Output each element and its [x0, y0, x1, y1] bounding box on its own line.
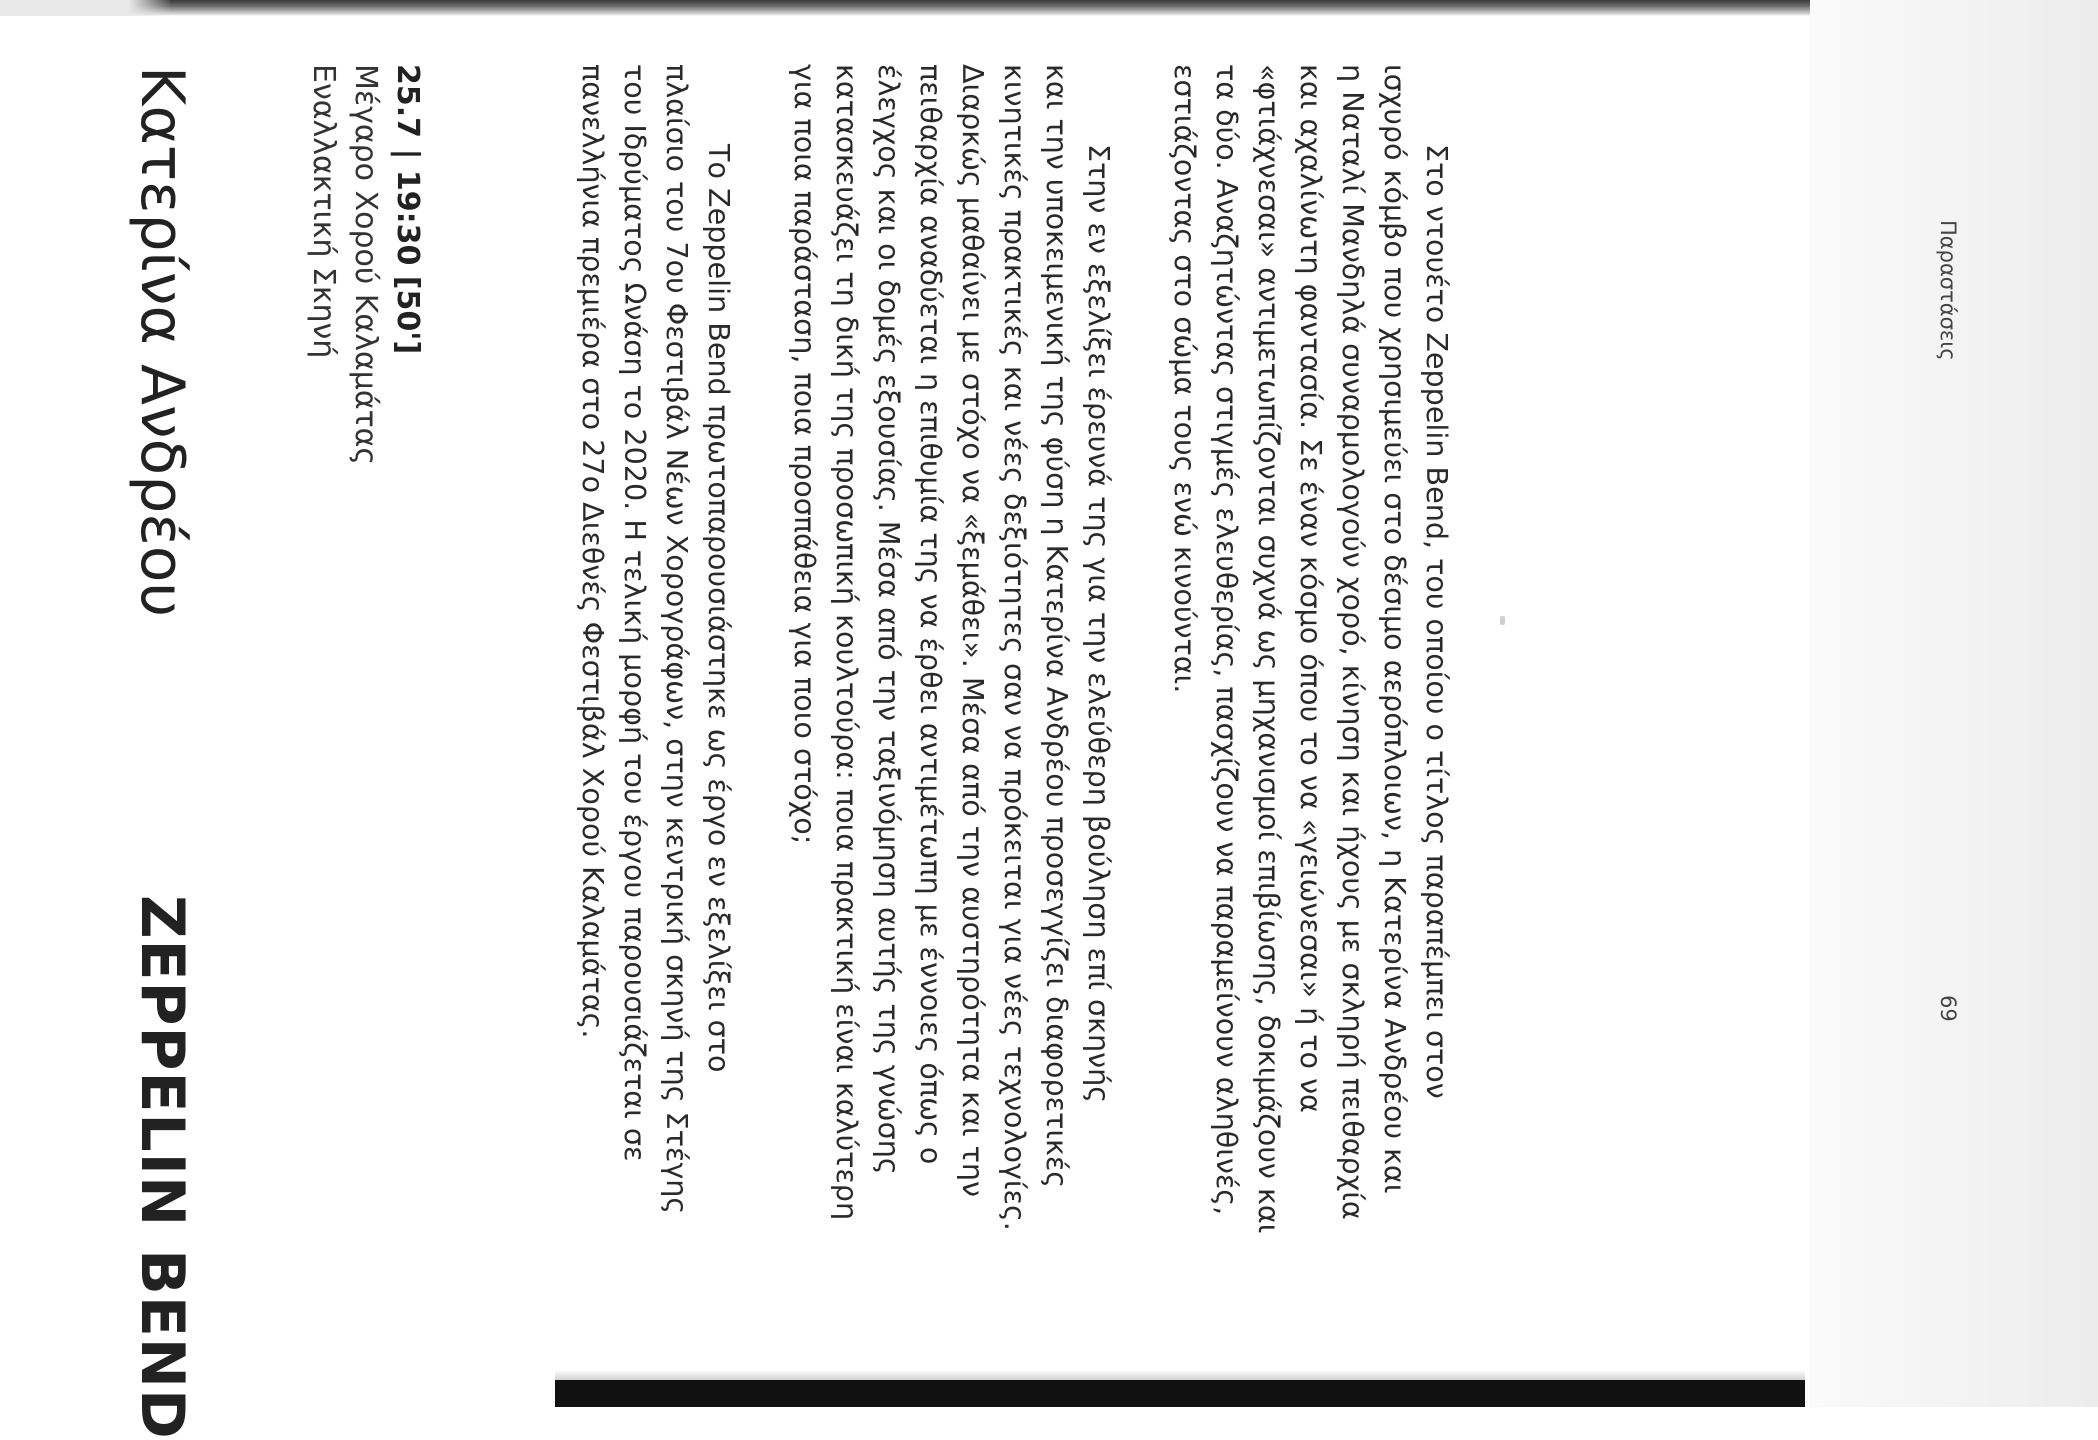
event-info: [302, 64, 428, 465]
text-line: πλαίσιο του 7ου Φεστιβάλ Νέων Χορογράφων, στην κεντρική σκηνή της Στέγης: [660, 64, 694, 1215]
text-line: και την υποκειμενική της φύση η Κατερίνα Ανδρέου προσεγγίζει διαφορετικές: [1040, 64, 1074, 1189]
text-line: Διαρκώς μαθαίνει με στόχο να «ξεμάθει». Μέσα από την αυστηρότητα και την: [956, 64, 990, 1197]
section-label: Παραστάσεις: [1936, 220, 1960, 361]
text-line: [698, 64, 740, 1384]
line-content: Το Zeppelin Bend πρωτοπαρουσιάστηκε ως έργο εν εξελίξει στο: [702, 144, 736, 1073]
text-line: [1078, 64, 1120, 1384]
event-date-time: 25.7 | 19:30 [50']: [390, 64, 425, 355]
paragraph-2: [784, 64, 1120, 1384]
page-number: 69: [1936, 995, 1960, 1022]
paragraph-1: [1164, 64, 1458, 1384]
text-line: κινητικές πρακτικές και νέες δεξιότητες σαν να πρόκειται για νέες τεχνολογίες.: [998, 64, 1032, 1231]
paragraph-3: [572, 64, 740, 1384]
line-content: Στην εν εξελίξει έρευνά της για την ελεύθερη βούληση επί σκηνής: [1082, 144, 1116, 1104]
text-line: [1416, 64, 1458, 1384]
text-line: πανελλήνια πρεμιέρα στο 27ο Διεθνές Φεστιβάλ Χορού Καλαμάτας.: [576, 64, 610, 1039]
work-title: ZEPPELIN BEND: [127, 895, 197, 1440]
text-line: η Ναταλί Μανδηλά συναρμολογούν χορό, κίνηση και ήχους με σκληρή πειθαρχία: [1336, 64, 1370, 1220]
line-content: Στο ντουέτο Zeppelin Bend, του οποίου ο τίτλος παραπέμπει στον: [1420, 144, 1454, 1099]
text-line: τα δύο. Αναζητώντας στιγμές ελευθερίας, πασχίζουν να παραμείνουν αληθινές,: [1210, 64, 1244, 1216]
text-line: και αχαλίνωτη φαντασία. Σε έναν κόσμο όπου το να «γειώνεσαι» ή το να: [1294, 64, 1328, 1113]
text-line: εστιάζοντας στο σώμα τους ενώ κινούνται.: [1168, 64, 1202, 694]
event-stage: Εναλλακτική Σκηνή: [306, 64, 341, 359]
text-line: ισχυρό κόμβο που χρησιμεύει στο δέσιμο αερόπλοιων, η Κατερίνα Ανδρέου και: [1378, 64, 1412, 1194]
text-line: κατασκευάζει τη δική της προσωπική κουλτούρα: ποια πρακτική είναι καλύτερη: [830, 64, 864, 1221]
body-text: [528, 64, 1458, 1384]
text-line: πειθαρχία αναδύεται η επιθυμία της να έρθει αντιμέτωπη με έννοιες όπως ο: [914, 64, 948, 1165]
event-venue: Μέγαρο Χορού Καλαμάτας: [348, 64, 383, 466]
text-line: «φτιάχνεσαι» αντιμετωπίζονται συχνά ως μηχανισμοί επιβίωσης, δοκιμάζουν και: [1252, 64, 1286, 1234]
text-line: έλεγχος και οι δομές εξουσίας. Μέσα από την ταξινόμηση αυτής της γνώσης: [872, 64, 906, 1175]
text-line: του Ιδρύματος Ωνάση το 2020. Η τελική μορφή του έργου παρουσιάζεται σε: [618, 64, 652, 1162]
text-line: για ποια παράσταση, ποια προσπάθεια για ποιο στόχο;: [788, 64, 822, 845]
artist-name: Κατερίνα Ανδρέου: [127, 66, 197, 618]
